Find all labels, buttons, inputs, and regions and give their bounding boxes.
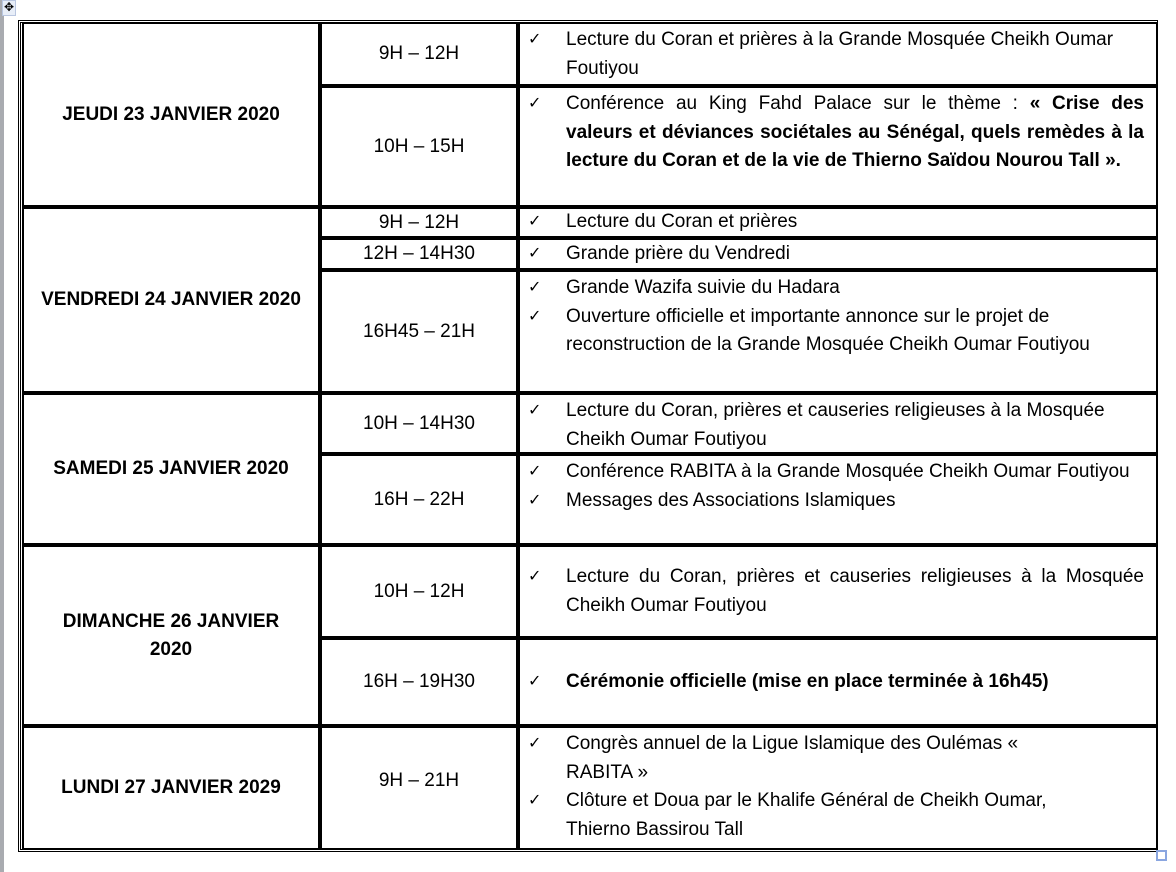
activities-cell — [518, 207, 1158, 238]
checkmark-icon: ✓ — [528, 95, 542, 112]
time-cell — [320, 86, 518, 207]
activity-text: Lecture du Coran et prières — [566, 211, 798, 233]
time-label: 10H – 14H30 — [363, 412, 475, 434]
time-cell — [320, 393, 518, 454]
checkmark-icon: ✓ — [528, 491, 542, 509]
time-cell — [320, 545, 518, 638]
activity-text: Clôture et Doua par le Khalife Général de Cheikh Oumar, Thierno Bassirou Tall — [566, 790, 1047, 840]
activity-text: Ouverture officielle et importante annonce sur le projet de reconstruction de la Grande Mosquée Cheikh Oumar Foutiyou — [566, 305, 1090, 355]
table-resize-handle[interactable] — [1156, 850, 1167, 861]
activity-item — [528, 458, 1144, 487]
date-label: JEUDI 23 JANVIER 2020 — [62, 103, 280, 125]
activity-text: Grande prière du Vendredi — [566, 242, 790, 264]
time-cell — [320, 454, 518, 545]
time-label: 10H – 15H — [373, 135, 465, 157]
checkmark-icon: ✓ — [528, 213, 542, 231]
schedule-table — [18, 20, 1158, 852]
date-cell-jeudi — [22, 22, 320, 207]
activity-item — [528, 668, 1144, 697]
activity-item — [528, 26, 1144, 83]
time-cell — [320, 207, 518, 238]
activity-text: Grande Wazifa suivie du Hadara — [566, 277, 840, 298]
date-cell-dimanche — [22, 545, 320, 726]
activities-cell — [518, 726, 1158, 850]
checkmark-icon: ✓ — [528, 244, 542, 262]
page-left-ruler — [0, 0, 4, 872]
activity-item — [528, 274, 1144, 303]
date-cell-samedi — [22, 393, 320, 545]
time-cell — [320, 270, 518, 393]
activity-text-bold: « Crise des valeurs et déviances sociétales au Sénégal, quels remèdes à la lecture du Coran et de la vie de Thierno Saïdou Nourou Tall ». — [566, 93, 1144, 171]
checkmark-icon: ✓ — [528, 672, 542, 690]
activities-cell — [518, 270, 1158, 393]
activity-item — [528, 563, 1144, 620]
activity-text: Cérémonie officielle (mise en place terminée à 16h45) — [566, 670, 1049, 692]
checkmark-icon: ✓ — [528, 792, 542, 809]
date-label: DIMANCHE 26 JANVIER 2020 — [62, 610, 280, 660]
activity-text: Messages des Associations Islamiques — [566, 489, 896, 511]
activity-item — [528, 397, 1144, 454]
checkmark-icon: ✓ — [528, 463, 542, 480]
time-label: 10H – 12H — [373, 580, 465, 602]
activity-item — [528, 240, 1144, 269]
activities-cell — [518, 393, 1158, 454]
date-label: LUNDI 27 JANVIER 2029 — [61, 777, 281, 798]
activity-item — [528, 787, 1144, 844]
time-label: 9H – 21H — [378, 770, 460, 791]
time-label: 16H45 – 21H — [363, 320, 475, 342]
activities-cell — [518, 638, 1158, 726]
activity-text: Congrès annuel de la Ligue Islamique des Oulémas « RABITA » — [566, 733, 1019, 783]
activity-text-plain: Conférence au King Fahd Palace sur le thème : — [566, 93, 1030, 114]
date-label: VENDREDI 24 JANVIER 2020 — [41, 289, 301, 310]
checkmark-icon: ✓ — [528, 402, 542, 419]
date-label: SAMEDI 25 JANVIER 2020 — [53, 458, 289, 479]
time-label: 16H – 19H30 — [363, 671, 475, 692]
activity-text — [566, 90, 1144, 176]
time-label: 12H – 14H30 — [363, 243, 475, 264]
activity-text: Lecture du Coran et prières à la Grande Mosquée Cheikh Oumar Foutiyou — [566, 29, 1114, 79]
checkmark-icon: ✓ — [528, 735, 542, 752]
activity-item — [528, 487, 1144, 516]
activity-item — [528, 303, 1144, 360]
time-cell — [320, 638, 518, 726]
table-move-handle-icon[interactable]: ✥ — [3, 0, 15, 14]
activities-cell — [518, 238, 1158, 270]
activity-item — [528, 90, 1144, 176]
checkmark-icon: ✓ — [528, 568, 542, 585]
activity-item — [528, 208, 1144, 237]
checkmark-icon: ✓ — [528, 31, 542, 48]
checkmark-icon: ✓ — [528, 307, 542, 325]
activity-text: Conférence RABITA à la Grande Mosquée Cheikh Oumar Foutiyou — [566, 461, 1130, 482]
time-cell — [320, 22, 518, 86]
time-cell — [320, 726, 518, 850]
activities-cell — [518, 454, 1158, 545]
checkmark-icon: ✓ — [528, 279, 542, 296]
activity-text: Lecture du Coran, prières et causeries religieuses à la Mosquée Cheikh Oumar Foutiyou — [566, 566, 1144, 616]
activities-cell — [518, 545, 1158, 638]
date-cell-vendredi — [22, 207, 320, 393]
activity-text: Lecture du Coran, prières et causeries religieuses à la Mosquée Cheikh Oumar Foutiyou — [566, 400, 1105, 450]
date-cell-lundi — [22, 726, 320, 850]
time-cell — [320, 238, 518, 270]
time-label: 16H – 22H — [373, 488, 465, 510]
activities-cell — [518, 22, 1158, 86]
activity-item — [528, 730, 1144, 787]
activities-cell — [518, 86, 1158, 207]
time-label: 9H – 12H — [378, 43, 460, 64]
time-label: 9H – 12H — [378, 211, 460, 233]
